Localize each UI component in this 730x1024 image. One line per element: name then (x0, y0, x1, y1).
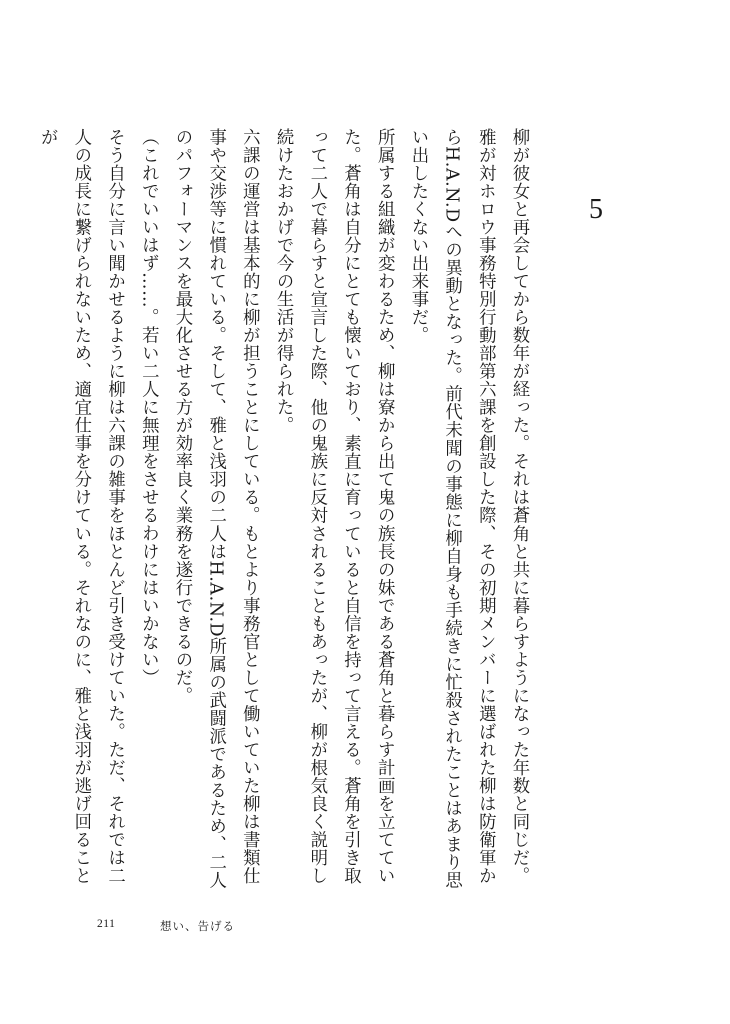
paragraph-6: そう自分に言い聞かせるように柳は六課の雑事をほとんど引き受けていた。ただ、それでは二人の成長に繋げられないため、適宜仕事を分けている。それなのに、雅と浅羽が逃げ回ることが (37, 128, 125, 885)
body-text (37, 128, 535, 893)
paragraph-3: 所属する組織が変わるため、柳は寮から出て鬼の族長の妹である蒼角と暮らす計画を立てていた。蒼角は自分にとても懐いており、素直に育っていると自信を持って言える。蒼角を引き取って二人で暮らすと宣言した際、他の鬼族に反対されることもあったが、柳が根気良く説明し続けたおかげで今の生活が得られた。 (273, 128, 395, 885)
paragraph-4: 六課の運営は基本的に柳が担うことにしている。もとより事務官として働いていた柳は書類仕事や交渉等に慣れている。そして、雅と浅羽の二人はH.A.N.D所属の武闘派であるため、二人のパフォーマンスを最大化させる方が効率良く業務を遂行できるのだ。 (171, 128, 260, 890)
paragraph-5: （これでいいはず……。若い二人に無理をさせるわけにはいかない） (138, 128, 159, 687)
running-title: 想い、告げる (160, 919, 235, 933)
paragraph-1: 柳が彼女と再会してから数年が経った。それは蒼角と共に暮らすようになった年数と同じだ。 (509, 128, 529, 885)
page-number: 211 (97, 918, 116, 930)
chapter-number: 5 (589, 194, 603, 225)
paragraph-2: 雅が対ホロウ事務特別行動部第六課を創設した際、その初期メンバーに選ばれた柳は防衛軍からH.A.N.Dへの異動となった。前代未聞の事態に柳自身も手続きに忙殺されたことはあまり思い出したくない出来事だ。 (407, 128, 496, 890)
